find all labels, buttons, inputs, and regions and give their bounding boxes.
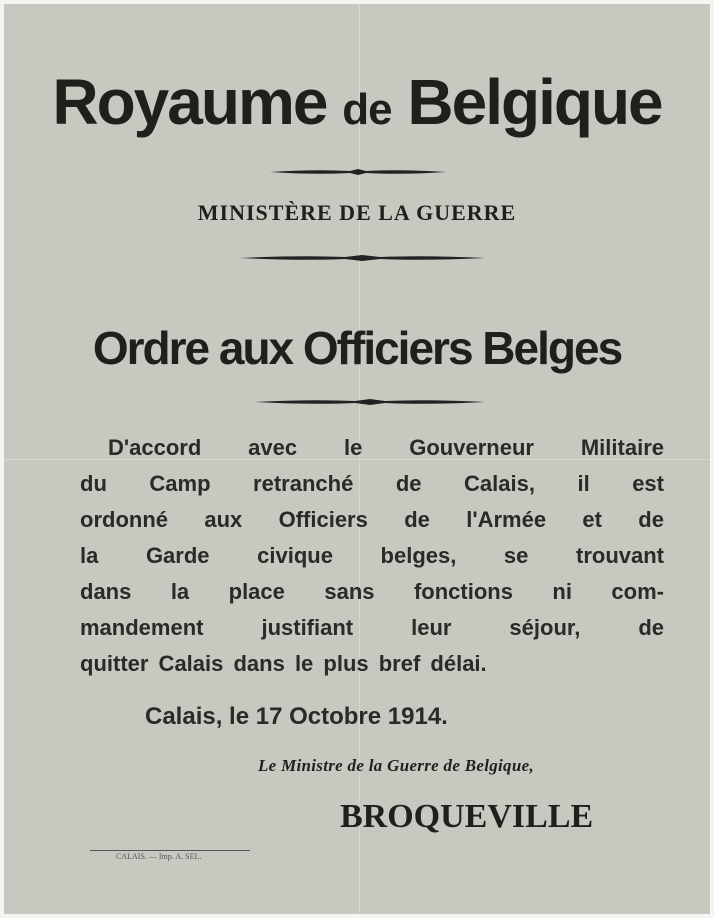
signatory-title: Le Ministre de la Guerre de Belgique, xyxy=(258,756,534,775)
ornamental-rule xyxy=(255,399,485,405)
body-line: mandement justifiant leur séjour, de xyxy=(80,615,664,640)
body-line: D'accord avec le Gouverneur Militaire xyxy=(108,435,664,460)
body-line: ordonné aux Officiers de l'Armée et de xyxy=(80,507,664,532)
ministry-heading: MINISTÈRE DE LA GUERRE xyxy=(197,200,517,225)
order-body xyxy=(80,430,664,682)
order-title xyxy=(0,318,714,378)
ornamental-rule xyxy=(240,255,485,261)
poster-title xyxy=(0,62,714,150)
printer-rule xyxy=(90,850,250,851)
signatory-name: BROQUEVILLE xyxy=(340,798,594,835)
body-line: la Garde civique belges, se trouvant xyxy=(80,543,664,568)
body-line: dans la place sans fonctions ni com- xyxy=(80,579,664,604)
title-word: de xyxy=(342,85,392,134)
title-word: Belgique xyxy=(407,66,662,138)
order-title-text: Ordre aux Officiers Belges xyxy=(92,322,622,374)
ornamental-rule xyxy=(270,169,446,175)
body-line: du Camp retranché de Calais, il est xyxy=(80,471,664,496)
body-line: quitter Calais dans le plus bref délai. xyxy=(80,651,487,676)
printer-imprint: CALAIS. — Imp. A. SEL. xyxy=(116,852,202,861)
date-line: Calais, le 17 Octobre 1914. xyxy=(145,703,448,730)
title-word: Royaume xyxy=(52,66,327,138)
